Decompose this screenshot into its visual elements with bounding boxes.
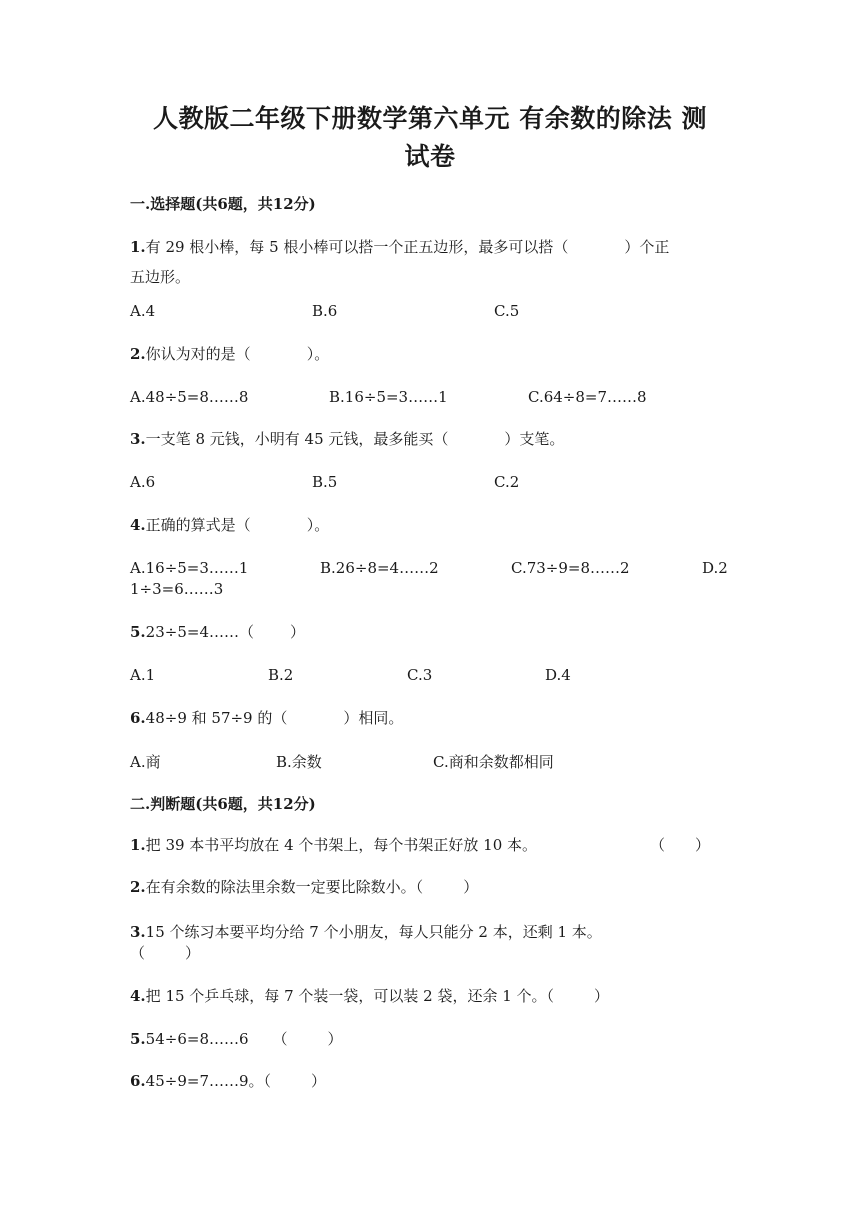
question-2	[130, 339, 730, 369]
question-number: 3.	[130, 923, 146, 941]
question-number: 4.	[130, 516, 146, 534]
question-number: 5.	[130, 623, 146, 641]
judge-question-5: 5.54÷6=8……6 （ ）	[130, 1030, 343, 1048]
question-text: 有 29 根小棒，每 5 根小棒可以搭一个正五边形，最多可以搭（	[145, 238, 569, 256]
title-line-2: 试卷	[404, 142, 456, 171]
judge-question-1	[130, 830, 730, 860]
question-text: 正确的算式是（	[145, 516, 251, 534]
question-text-end: ）支笔。	[504, 430, 565, 448]
question-text-end: ）。	[306, 516, 330, 534]
answer-parens: （ ）	[130, 944, 201, 962]
section-heading-choice: 一.选择题(共6题，共12分)	[130, 195, 316, 213]
option-b: B.2	[268, 666, 294, 684]
title-line-1: 人教版二年级下册数学第六单元 有余数的除法 测	[153, 104, 707, 133]
judge-question-4	[130, 981, 730, 1011]
option-b: B.16÷5=3……1	[329, 388, 448, 406]
option-b: B.5	[312, 473, 338, 491]
question-text: 48÷9 和 57÷9 的（	[145, 709, 288, 727]
question-3	[130, 424, 730, 454]
option-b: B.余数	[276, 753, 322, 771]
question-4	[130, 510, 730, 540]
question-number: 5.	[130, 1030, 146, 1048]
option-a: A.商	[130, 753, 161, 771]
option-c: C.64÷8=7……8	[528, 388, 647, 406]
question-text: 23÷5=4……（	[145, 623, 254, 641]
judge-question-2	[130, 872, 730, 902]
answer-parens: （ ）	[650, 836, 711, 854]
option-d: D.4	[545, 666, 571, 684]
question-number: 6.	[130, 1072, 146, 1090]
option-b: B.6	[312, 302, 338, 320]
question-number: 2.	[130, 345, 146, 363]
option-c: C.商和余数都相同	[433, 753, 554, 771]
option-a: A.48÷5=8……8	[130, 388, 249, 406]
option-c: C.73÷9=8……2	[511, 559, 630, 577]
question-number: 3.	[130, 430, 146, 448]
question-text-end: ）	[289, 623, 305, 641]
judge-question-6	[130, 1066, 730, 1096]
question-text: 54÷6=8……6	[145, 1030, 249, 1048]
section-heading-judge: 二.判断题(共6题，共12分)	[130, 795, 316, 813]
question-text: 把 39 本书平均放在 4 个书架上，每个书架正好放 10 本。	[145, 836, 537, 854]
option-a: A.1	[130, 666, 156, 684]
option-d-wrap: 1÷3=6……3	[130, 580, 224, 598]
option-d: D.2	[702, 559, 728, 577]
option-c: C.2	[494, 473, 520, 491]
option-a: A.4	[130, 302, 156, 320]
question-text: 把 15 个乒乓球，每 7 个装一袋，可以装 2 袋，还余 1 个。（	[145, 987, 555, 1005]
question-1	[130, 232, 730, 292]
question-text-end: ）。	[306, 345, 330, 363]
judge-question-3	[130, 917, 730, 947]
question-6	[130, 703, 730, 733]
question-number: 1.	[130, 238, 146, 256]
question-text-end: ）	[311, 1072, 327, 1090]
option-c: C.5	[494, 302, 520, 320]
question-text-end: ）个正	[624, 238, 670, 256]
question-text: 你认为对的是（	[145, 345, 251, 363]
question-number: 2.	[130, 878, 146, 896]
question-text: 一支笔 8 元钱，小明有 45 元钱，最多能买（	[145, 430, 449, 448]
question-text-end: ）	[594, 987, 610, 1005]
question-text-end: ）相同。	[343, 709, 404, 727]
option-a: A.16÷5=3……1	[130, 559, 249, 577]
question-number: 1.	[130, 836, 146, 854]
question-number: 6.	[130, 709, 146, 727]
question-text: 15 个练习本要平均分给 7 个小朋友，每人只能分 2 本，还剩 1 本。	[145, 923, 602, 941]
option-b: B.26÷8=4……2	[320, 559, 439, 577]
page-title	[0, 100, 860, 176]
question-text-wrap: 五边形。	[130, 268, 191, 286]
question-text: 在有余数的除法里余数一定要比除数小。（	[145, 878, 424, 896]
question-text: 45÷9=7……9。（	[145, 1072, 272, 1090]
question-number: 4.	[130, 987, 146, 1005]
option-a: A.6	[130, 473, 156, 491]
question-5	[130, 617, 730, 647]
option-c: C.3	[407, 666, 433, 684]
question-text-end: ）	[463, 878, 479, 896]
